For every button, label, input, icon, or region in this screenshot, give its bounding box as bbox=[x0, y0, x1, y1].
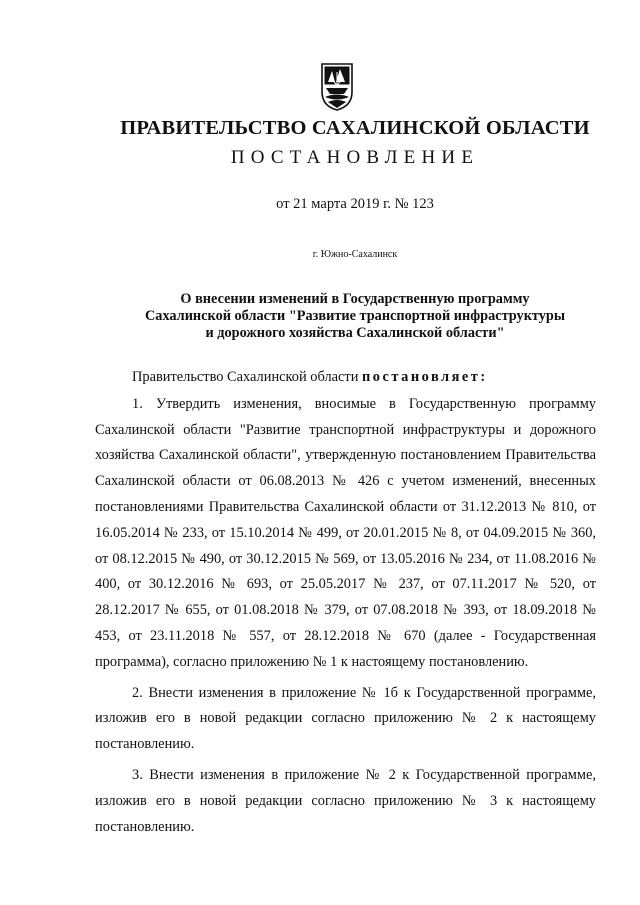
subject-line-3: и дорожного хозяйства Сахалинской области" bbox=[205, 325, 505, 341]
document-subject bbox=[70, 291, 640, 342]
sakhalin-coat-of-arms-icon bbox=[320, 62, 354, 112]
document-body bbox=[95, 365, 596, 840]
document-type: ПОСТАНОВЛЕНИЕ bbox=[230, 147, 480, 168]
paragraph-item-3: 3. Внести изменения в приложение № 2 к Государственной программе, изложив его в новой редакции согласно приложению № 3 к настоящему постановлению. bbox=[95, 766, 596, 835]
subject-line-1: О внесении изменений в Государственную программу bbox=[180, 291, 530, 307]
document-date-number: от 21 марта 2019 г. № 123 bbox=[276, 196, 434, 212]
subject-line-2: Сахалинской области "Развитие транспортной инфраструктуры bbox=[144, 308, 566, 324]
paragraph-item-2: 2. Внести изменения в приложение № 1б к Государственной программе, изложив его в новой редакции согласно приложению № 2 к настоящему постановлению. bbox=[95, 684, 596, 753]
document-city: г. Южно-Сахалинск bbox=[312, 249, 398, 260]
preamble-verb: постановляет: bbox=[362, 369, 488, 385]
preamble bbox=[95, 365, 596, 391]
government-title: ПРАВИТЕЛЬСТВО САХАЛИНСКОЙ ОБЛАСТИ bbox=[120, 117, 590, 139]
preamble-lead: Правительство Сахалинской области bbox=[132, 369, 359, 385]
paragraph-item-1: 1. Утвердить изменения, вносимые в Государственную программу Сахалинской области "Развитие транспортной инфраструктуры и дорожного хозяйства Сахалинской области", утвержденную постановлением Правительства Сахалинской области от 06.08.2013 № 426 с учетом изменений, внесенных постановлениями Правительства Сахалинской области от 31.12.2013 № 810, от 16.05.2014 № 233, от 15.10.2014 № 499, от 20.01.2015 № 8, от 04.09.2015 № 360, от 08.12.2015 № 490, от 30.12.2015 № 569, от 13.05.2016 № 234, от 11.08.2016 № 400, от 30.12.2016 № 693, от 25.05.2017 № 237, от 07.11.2017 № 520, от 28.12.2017 № 655, от 01.08.2018 № 379, от 07.08.2018 № 393, от 18.09.2018 № 453, от 23.11.2018 № 557, от 28.12.2018 № 670 (далее - Государственная программа), согласно приложению № 1 к настоящему постановлению. bbox=[95, 395, 596, 670]
